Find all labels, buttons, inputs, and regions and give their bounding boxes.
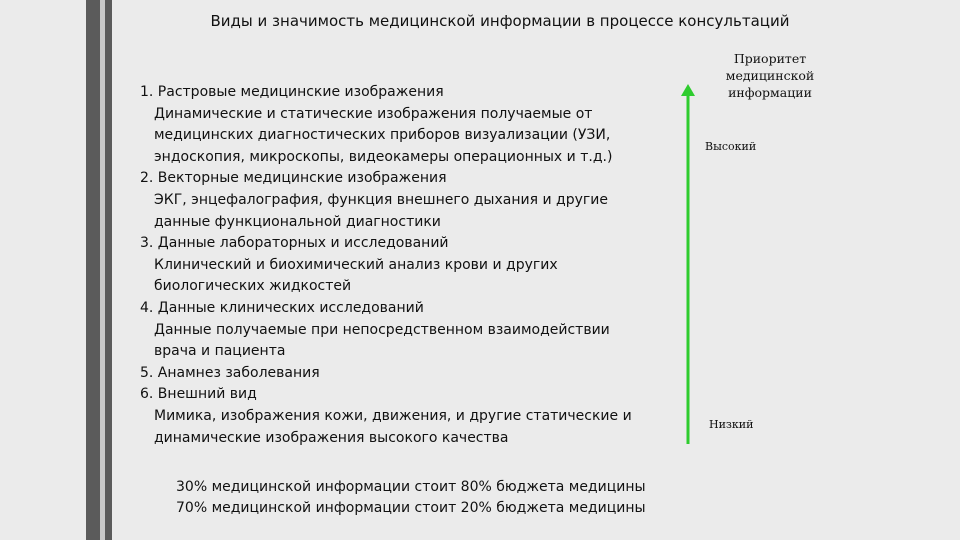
slide-title: Виды и значимость медицинской информации в процессе консультаций <box>210 12 790 30</box>
list-item-detail: Динамические и статические изображения получаемые от <box>154 105 593 122</box>
list-item-detail: ЭКГ, энцефалография, функция внешнего дыхания и другие <box>154 191 608 208</box>
list-item-heading: 3. Данные лабораторных и исследований <box>140 235 449 252</box>
list-item-heading: 2. Векторные медицинские изображения <box>140 170 447 187</box>
list-item-detail: Клинический и биохимический анализ крови и других <box>154 256 558 273</box>
list-item-detail: Мимика, изображения кожи, движения, и другие статические и <box>154 407 632 424</box>
priority-high-label: Высокий <box>705 140 757 153</box>
budget-summary <box>176 477 646 519</box>
list-item-detail: врача и пациента <box>154 343 286 360</box>
budget-line: 30% медицинской информации стоит 80% бюджета медицины <box>176 479 646 495</box>
list-item-heading: 5. Анамнез заболевания <box>140 364 320 381</box>
list-item-heading: 6. Внешний вид <box>140 386 257 403</box>
list-item-detail: Данные получаемые при непосредственном взаимодействии <box>154 321 610 338</box>
list-item-detail: эндоскопия, микроскопы, видеокамеры операционных и т.д.) <box>154 148 613 165</box>
priority-arrow <box>680 84 696 444</box>
priority-low-label: Низкий <box>709 418 754 431</box>
list-item-detail: данные функциональной диагностики <box>154 213 441 230</box>
list-item-detail: динамические изображения высокого качества <box>154 429 509 446</box>
decor-bar-outer <box>86 0 100 540</box>
list-item-heading: 4. Данные клинических исследований <box>140 299 424 316</box>
priority-title-line: Приоритет <box>733 51 807 66</box>
info-types-list <box>140 82 690 449</box>
list-item-heading: 1. Растровые медицинские изображения <box>140 84 444 100</box>
decor-bar-inner <box>105 0 112 540</box>
list-item-detail: медицинских диагностических приборов визуализации (УЗИ, <box>154 127 611 144</box>
priority-title-line: медицинской <box>725 68 815 83</box>
list-item-detail: биологических жидкостей <box>154 278 352 295</box>
priority-title <box>700 50 840 101</box>
budget-line: 70% медицинской информации стоит 20% бюджета медицины <box>176 500 646 516</box>
priority-title-line: информации <box>728 85 812 100</box>
